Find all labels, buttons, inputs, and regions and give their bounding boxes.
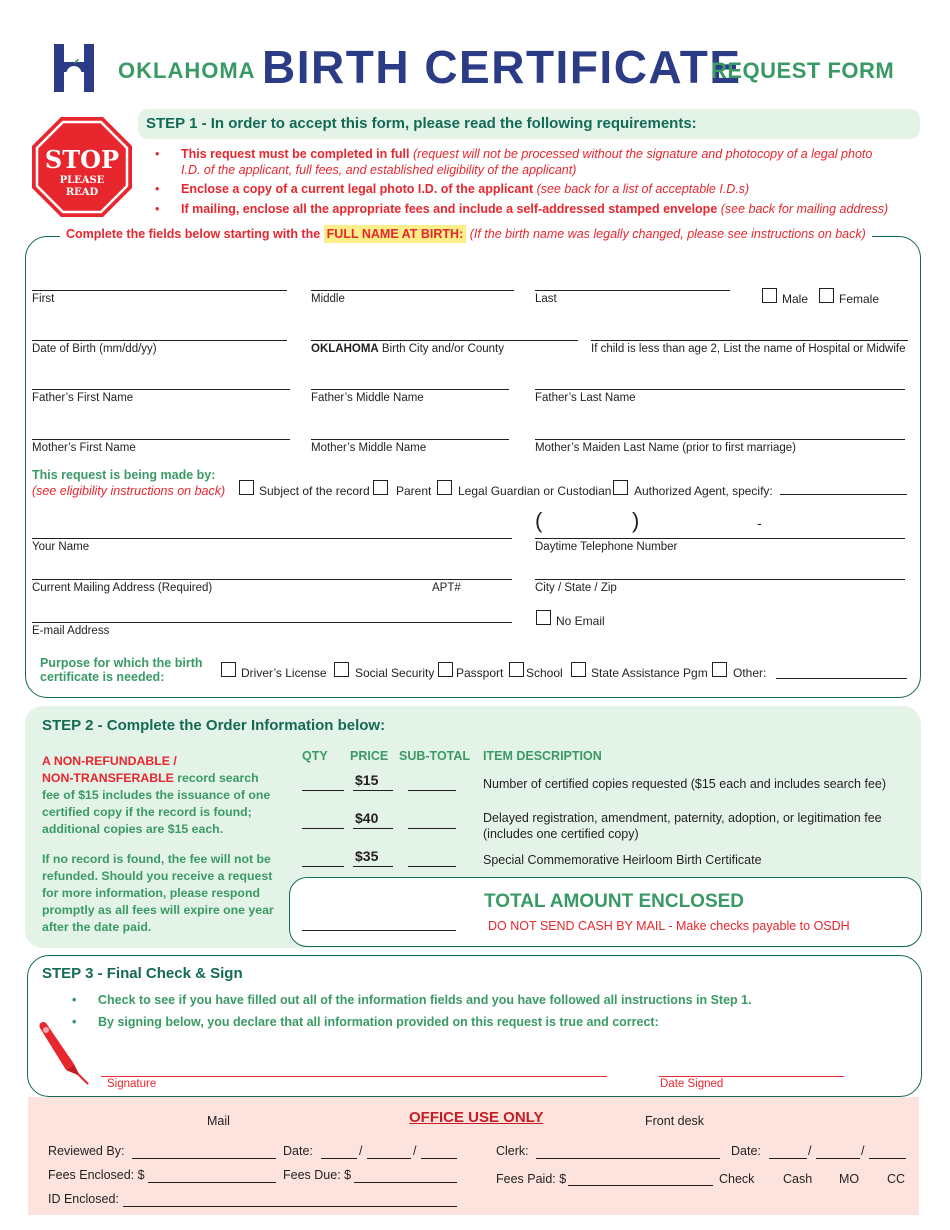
price-underline [353, 866, 393, 867]
fees-paid-label: Fees Paid: $ [496, 1172, 567, 1186]
office-date-day[interactable] [367, 1158, 411, 1159]
clerk-date-day[interactable] [816, 1158, 860, 1159]
female-label: Female [839, 292, 880, 306]
passport-label: Passport [456, 666, 504, 680]
stop-sign-icon [30, 115, 134, 219]
total-amount-field[interactable] [302, 930, 456, 931]
clerk-label: Clerk: [496, 1144, 529, 1158]
birth-city-field[interactable] [311, 340, 578, 341]
step3-item: • By signing below, you declare that all information provided on this request is true and correct: [72, 1015, 912, 1031]
price-underline [353, 790, 393, 791]
header-subtitle: REQUEST FORM [711, 58, 895, 83]
requirement-item: • Enclose a copy of a current legal photo I.D. of the applicant (see back for a list of acceptable I.D.s) [155, 182, 895, 198]
item-description: Special Commemorative Heirloom Birth Certificate [483, 853, 762, 867]
other-specify-field[interactable] [776, 678, 907, 679]
fees-enclosed-label: Fees Enclosed: $ [48, 1168, 145, 1182]
state-assistance-label: State Assistance Pgm [591, 666, 708, 680]
guardian-label: Legal Guardian or Custodian [458, 484, 612, 498]
hospital-field[interactable] [591, 340, 908, 341]
drivers-license-label: Driver’s License [241, 666, 327, 680]
requirement-item: • This request must be completed in full (request will not be processed without the signature and photocopy of a legal photo I.D. of the applicant, full fees, and established eligibility of the applicant) [155, 147, 895, 178]
page-title: BIRTH CERTIFICATE [262, 41, 742, 93]
fees-due-field[interactable] [354, 1182, 457, 1183]
phone-label: Daytime Telephone Number [535, 541, 678, 553]
step3-item: • Check to see if you have filled out all of the information fields and you have followed all instructions in Step 1. [72, 993, 912, 1009]
mother-maiden-field[interactable] [535, 439, 905, 440]
price-value: $35 [355, 848, 379, 864]
your-name-field[interactable] [32, 538, 512, 539]
stop-line1: PLEASE [59, 175, 105, 186]
father-first-label: Father’s First Name [32, 392, 134, 404]
clerk-field[interactable] [536, 1158, 720, 1159]
first-name-field[interactable] [32, 290, 287, 291]
clerk-date-label: Date: [731, 1144, 761, 1158]
oklahoma-logo-icon [52, 42, 96, 94]
col-qty: QTY [302, 749, 328, 763]
highlight-full-name: FULL NAME AT BIRTH: [324, 225, 467, 243]
col-description: ITEM DESCRIPTION [483, 749, 602, 763]
instruction-line: Complete the fields below starting with the FULL NAME AT BIRTH: (If the birth name was legally changed, please see instructions on back) [60, 227, 872, 241]
dob-field[interactable] [32, 340, 287, 341]
city-state-zip-field[interactable] [535, 579, 905, 580]
last-name-label: Last [535, 293, 557, 305]
date-slash: / [413, 1144, 417, 1158]
item-description: Number of certified copies requested ($15 each and includes search fee) [483, 777, 887, 791]
mother-first-field[interactable] [32, 439, 290, 440]
price-value: $40 [355, 810, 379, 826]
price-underline [353, 828, 393, 829]
mother-first-label: Mother’s First Name [32, 442, 136, 454]
date-slash: / [359, 1144, 363, 1158]
dob-label: Date of Birth (mm/dd/yy) [32, 343, 157, 355]
father-last-field[interactable] [535, 389, 905, 390]
step2-heading: STEP 2 - Complete the Order Information below: [42, 717, 386, 734]
mailing-address-label: Current Mailing Address (Required) [32, 582, 213, 594]
email-label: E-mail Address [32, 625, 110, 637]
reviewed-by-field[interactable] [132, 1158, 276, 1159]
step2-refund-note: If no record is found, the fee will not be refunded. Should you receive a request for more information, please respond promptly as all fees will expire one year after the date paid. [42, 852, 274, 934]
office-mail-label: Mail [207, 1114, 230, 1128]
office-date-year[interactable] [421, 1158, 457, 1159]
other-checkbox[interactable] [712, 662, 727, 677]
office-use-panel [28, 1097, 919, 1215]
office-date-month[interactable] [321, 1158, 357, 1159]
signature-label: Signature [107, 1078, 157, 1090]
step2-fee-note: A NON-REFUNDABLE / NON-TRANSFERABLE record search fee of $15 includes the issuance of one certified copy if the record is found; additional copies are $15 each. [42, 754, 271, 836]
purpose-label-1: Purpose for which the birth [40, 656, 203, 670]
first-name-label: First [32, 293, 55, 305]
apt-label: APT# [432, 582, 461, 594]
father-last-label: Father’s Last Name [535, 392, 636, 404]
total-note: DO NOT SEND CASH BY MAIL - Make checks payable to OSDH [488, 919, 850, 933]
clerk-date-month[interactable] [769, 1158, 807, 1159]
id-enclosed-label: ID Enclosed: [48, 1192, 119, 1206]
guardian-checkbox[interactable] [437, 480, 452, 495]
qty-field[interactable] [302, 866, 344, 867]
stop-word: STOP [44, 145, 120, 174]
date-slash: / [808, 1144, 812, 1158]
purpose-label-2: certificate is needed: [40, 670, 165, 684]
total-heading: TOTAL AMOUNT ENCLOSED [484, 891, 745, 912]
phone-close-paren: ) [632, 508, 640, 533]
father-middle-field[interactable] [311, 389, 509, 390]
subject-label: Subject of the record [259, 484, 370, 498]
clerk-date-year[interactable] [869, 1158, 906, 1159]
no-email-label: No Email [556, 614, 605, 628]
office-date-label: Date: [283, 1144, 313, 1158]
phone-dash: - [757, 515, 762, 531]
qty-field[interactable] [302, 790, 344, 791]
pen-icon [36, 1020, 92, 1086]
birth-city-label: OKLAHOMA Birth City and/or County [311, 343, 504, 355]
agent-specify-field[interactable] [780, 494, 907, 495]
male-checkbox[interactable] [762, 288, 777, 303]
requirement-item: • If mailing, enclose all the appropriate fees and include a self-addressed stamped envelope (see back for mailing address) [155, 202, 895, 218]
fees-paid-field[interactable] [568, 1185, 713, 1186]
step3-items [72, 993, 912, 1034]
middle-name-label: Middle [311, 293, 345, 305]
stop-line2: READ [65, 187, 99, 198]
school-checkbox[interactable] [509, 662, 524, 677]
email-field[interactable] [32, 622, 512, 623]
subtotal-field[interactable] [408, 790, 456, 791]
step3-heading: STEP 3 - Final Check & Sign [42, 965, 243, 982]
request-by-label: This request is being made by: [32, 468, 216, 482]
hospital-label: If child is less than age 2, List the name of Hospital or Midwife [591, 343, 906, 355]
subtotal-field[interactable] [408, 828, 456, 829]
subtotal-field[interactable] [408, 866, 456, 867]
mailing-address-field[interactable] [32, 579, 512, 580]
request-by-note: (see eligibility instructions on back) [32, 484, 226, 498]
office-front-desk-label: Front desk [645, 1114, 705, 1128]
reviewed-by-label: Reviewed By: [48, 1144, 125, 1158]
payment-cash[interactable]: Cash [783, 1172, 813, 1186]
payment-check[interactable]: Check [719, 1172, 755, 1186]
middle-name-field[interactable] [311, 290, 514, 291]
social-security-checkbox[interactable] [334, 662, 349, 677]
payment-mo[interactable]: MO [839, 1172, 860, 1186]
no-email-checkbox[interactable] [536, 610, 551, 625]
fees-enclosed-field[interactable] [148, 1182, 276, 1183]
signature-field[interactable] [101, 1076, 607, 1077]
date-signed-label: Date Signed [660, 1078, 724, 1090]
parent-label: Parent [396, 484, 432, 498]
item-description: Delayed registration, amendment, paternity, adoption, or legitimation fee (includes one certified copy) [483, 811, 882, 841]
date-signed-field[interactable] [659, 1076, 844, 1077]
other-label: Other: [733, 666, 767, 680]
id-enclosed-field[interactable] [123, 1206, 457, 1207]
mother-maiden-label: Mother’s Maiden Last Name (prior to first marriage) [535, 442, 796, 454]
city-state-zip-label: City / State / Zip [535, 582, 617, 594]
parent-checkbox[interactable] [373, 480, 388, 495]
state-assistance-checkbox[interactable] [571, 662, 586, 677]
agent-checkbox[interactable] [613, 480, 628, 495]
payment-cc[interactable]: CC [887, 1172, 906, 1186]
last-name-field[interactable] [535, 290, 730, 291]
school-label: School [526, 666, 563, 680]
drivers-license-checkbox[interactable] [221, 662, 236, 677]
step1-heading: STEP 1 - In order to accept this form, please read the following requirements: [146, 115, 697, 132]
date-slash: / [861, 1144, 865, 1158]
col-subtotal: SUB-TOTAL [399, 749, 471, 763]
subject-checkbox[interactable] [239, 480, 254, 495]
father-first-field[interactable] [32, 389, 290, 390]
female-checkbox[interactable] [819, 288, 834, 303]
price-value: $15 [355, 772, 379, 788]
fees-due-label: Fees Due: $ [283, 1168, 352, 1182]
mother-middle-field[interactable] [311, 439, 509, 440]
step1-requirements [155, 147, 895, 221]
header-state: OKLAHOMA [118, 58, 256, 83]
mother-middle-label: Mother’s Middle Name [311, 442, 427, 454]
col-price: PRICE [350, 749, 389, 763]
qty-field[interactable] [302, 828, 344, 829]
office-use-title: OFFICE USE ONLY [409, 1109, 544, 1126]
phone-open-paren: ( [535, 508, 543, 533]
male-label: Male [782, 292, 809, 306]
social-security-label: Social Security [355, 666, 435, 680]
father-middle-label: Father’s Middle Name [311, 392, 424, 404]
passport-checkbox[interactable] [438, 662, 453, 677]
phone-field[interactable] [535, 538, 905, 539]
your-name-label: Your Name [32, 541, 90, 553]
agent-label: Authorized Agent, specify: [634, 484, 773, 498]
